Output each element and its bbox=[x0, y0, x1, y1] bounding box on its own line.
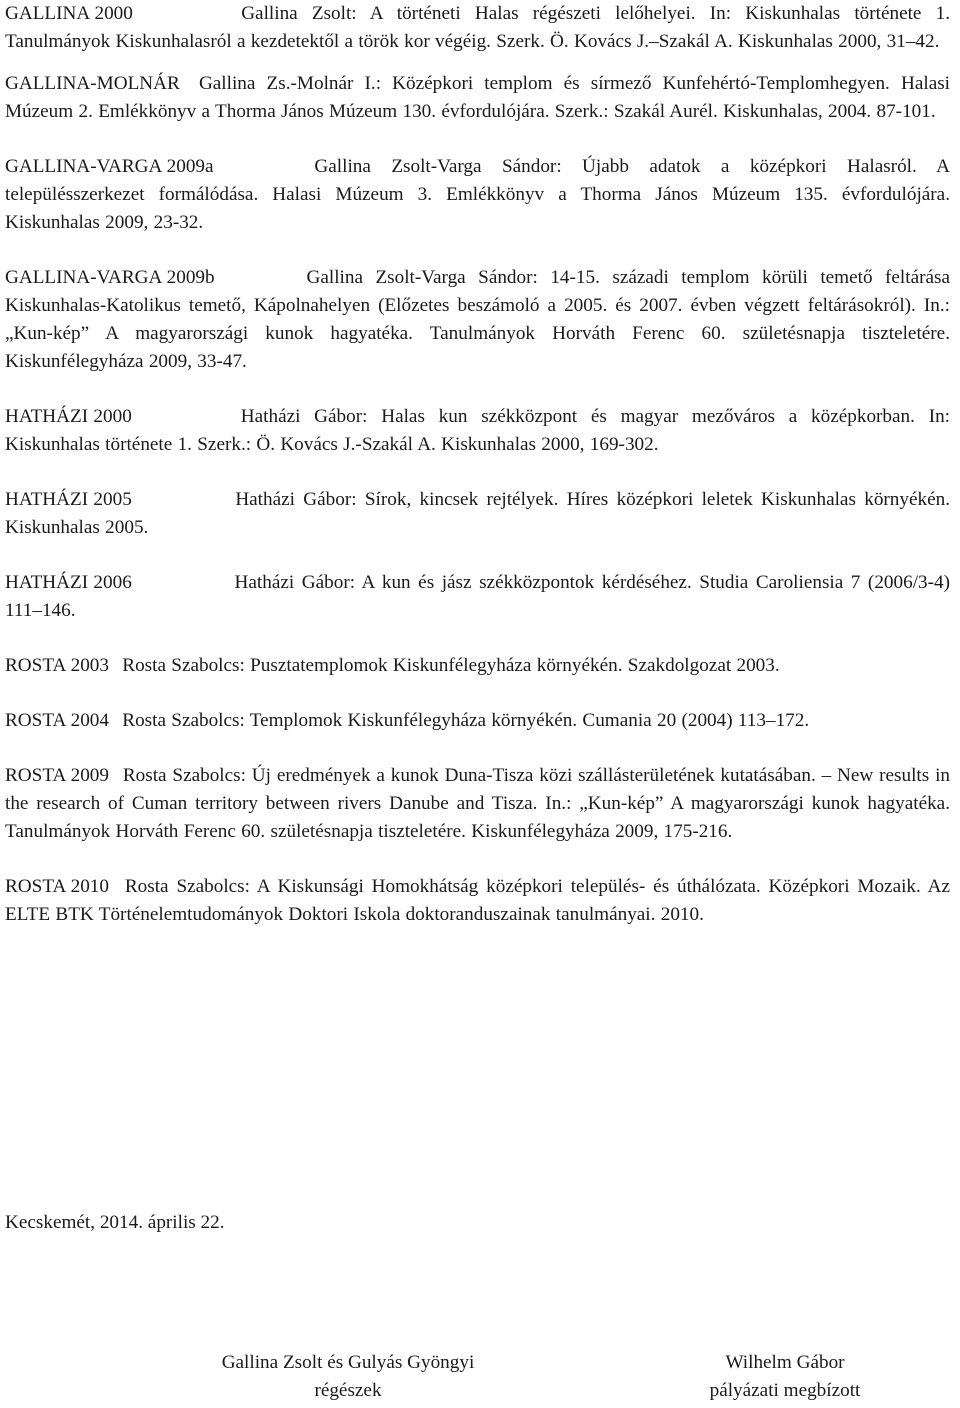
reference-key: HATHÁZI 2005 bbox=[5, 489, 132, 510]
reference-key: HATHÁZI 2006 bbox=[5, 572, 132, 593]
reference-key: ROSTA 2003 bbox=[5, 655, 109, 676]
reference-key: ROSTA 2004 bbox=[5, 710, 109, 731]
signature-name: Gallina Zsolt és Gulyás Gyöngyi bbox=[221, 1352, 475, 1373]
signature-role: régészek bbox=[314, 1380, 382, 1401]
reference-entry bbox=[5, 652, 950, 680]
reference-text: Gallina Zsolt-Varga Sándor: Újabb adatok a középkori Halasról. A településszerkezet formálódása. Halasi Múzeum 3. Emlékkönyv a Thorma János Múzeum 135. évfordulójára. Kiskunhalas 2009, 23-32. bbox=[5, 156, 951, 233]
signature-block-left bbox=[178, 1349, 518, 1405]
signature-block-right bbox=[680, 1349, 890, 1405]
reference-key: GALLINA-VARGA 2009b bbox=[5, 267, 215, 288]
reference-text: Rosta Szabolcs: Pusztatemplomok Kiskunfélegyháza környékén. Szakdolgozat 2003. bbox=[122, 655, 780, 676]
reference-key: GALLINA 2000 bbox=[5, 3, 133, 24]
reference-entry bbox=[5, 0, 950, 56]
reference-text: Gallina Zsolt-Varga Sándor: 14-15. századi templom körüli temető feltárása Kiskunhalas-Katolikus temető, Kápolnahelyen (Előzetes beszámoló a 2005. és 2007. évben végzett feltárásokról). In.: „Kun-kép” A magyarországi kunok hagyatéka. Tanulmányok Horváth Ferenc 60. születésnapja tiszteletére. Kiskunfélegyháza 2009, 33-47. bbox=[5, 267, 950, 372]
reference-text: Rosta Szabolcs: A Kiskunsági Homokhátság középkori település- és úthálózata. Középkori Mozaik. Az ELTE BTK Történelemtudományok Doktori Iskola doktoranduszainak tanulmányai. 2010. bbox=[5, 876, 950, 925]
place-and-date: Kecskemét, 2014. április 22. bbox=[5, 1212, 225, 1233]
signature-role: pályázati megbízott bbox=[709, 1380, 861, 1401]
reference-entry bbox=[5, 873, 950, 929]
reference-key: ROSTA 2010 bbox=[5, 876, 109, 897]
reference-key: GALLINA-MOLNÁR bbox=[5, 73, 180, 94]
reference-text: Gallina Zsolt: A történeti Halas régészeti lelőhelyei. In: Kiskunhalas története 1. Tanulmányok Kiskunhalasról a kezdetektől a török kor végéig. Szerk. Ö. Kovács J.–Szakál A. Kiskunhalas 2000, 31–42. bbox=[5, 3, 951, 52]
reference-key: HATHÁZI 2000 bbox=[5, 406, 132, 427]
reference-entry bbox=[5, 153, 950, 237]
reference-entry bbox=[5, 707, 950, 735]
reference-key: ROSTA 2009 bbox=[5, 765, 109, 786]
signature-name: Wilhelm Gábor bbox=[725, 1352, 845, 1373]
reference-entry bbox=[5, 486, 950, 542]
reference-text: Hatházi Gábor: Halas kun székközpont és magyar mezőváros a középkorban. In: Kiskunhalas története 1. Szerk.: Ö. Kovács J.-Szakál A. Kiskunhalas 2000, 169-302. bbox=[5, 406, 951, 455]
reference-text: Hatházi Gábor: A kun és jász székközpontok kérdéséhez. Studia Caroliensia 7 (2006/3-4) 111–146. bbox=[5, 572, 950, 621]
bibliography bbox=[5, 0, 950, 956]
reference-entry bbox=[5, 264, 950, 376]
reference-text: Rosta Szabolcs: Új eredmények a kunok Duna-Tisza közi szállásterületének kutatásában. – New results in the research of Cuman territory between rivers Danube and Tisza. In.: „Kun-kép” A magyarországi kunok hagyatéka. Tanulmányok Horváth Ferenc 60. születésnapja tiszteletére. Kiskunfélegyháza 2009, 175-216. bbox=[5, 765, 950, 842]
reference-text: Rosta Szabolcs: Templomok Kiskunfélegyháza környékén. Cumania 20 (2004) 113–172. bbox=[122, 710, 810, 731]
reference-entry bbox=[5, 70, 950, 126]
reference-text: Hatházi Gábor: Sírok, kincsek rejtélyek. Híres középkori leletek Kiskunhalas környékén. Kiskunhalas 2005. bbox=[5, 489, 951, 538]
reference-entry bbox=[5, 569, 950, 625]
reference-key: GALLINA-VARGA 2009a bbox=[5, 156, 214, 177]
reference-text: Gallina Zs.-Molnár I.: Középkori templom és sírmező Kunfehértó-Templomhegyen. Halasi Múzeum 2. Emlékkönyv a Thorma János Múzeum 130. évfordulójára. Szerk.: Szakál Aurél. Kiskunhalas, 2004. 87-101. bbox=[5, 73, 951, 122]
reference-entry bbox=[5, 762, 950, 846]
reference-entry bbox=[5, 403, 950, 459]
